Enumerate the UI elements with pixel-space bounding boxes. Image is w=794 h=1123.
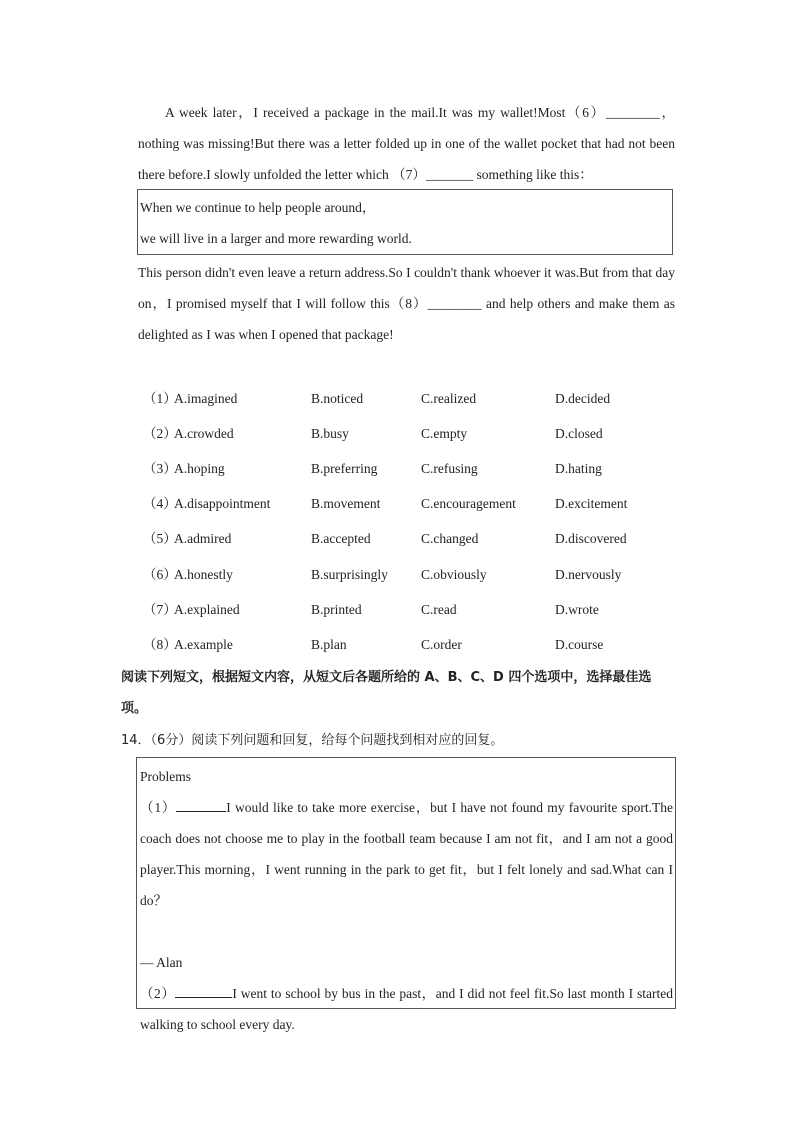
option-b: B.movement [311, 496, 381, 511]
answer-blank[interactable] [176, 799, 226, 812]
problem-1-signature: — Alan [140, 955, 183, 970]
option-d: D.closed [555, 426, 603, 441]
option-d: D.excitement [555, 496, 628, 511]
option-c: C.refusing [421, 461, 478, 476]
option-c: C.order [421, 637, 462, 652]
option-d: D.discovered [555, 531, 627, 546]
passage-paragraph [138, 97, 675, 190]
section-instruction: 阅读下列短文，根据短文内容，从短文后各题所给的 A、B、C、D 四个选项中，选择最佳选项。 [121, 670, 652, 716]
option-number: （7） [143, 602, 177, 617]
option-b: B.noticed [311, 391, 364, 406]
option-number: （4） [143, 496, 177, 511]
problem-1-text: I would like to take more exercise，but I have not found my favourite sport.The coach does not choose me to play in the football team because I am not fit，and I am not a good player.This morning，I went running in the park to get fit，but I felt lonely and sad.What can I do？ [140, 800, 674, 908]
option-c: C.empty [421, 426, 468, 441]
option-b: B.busy [311, 426, 349, 441]
spacer [140, 916, 673, 947]
option-number: （6） [143, 567, 177, 582]
option-b: B.surprisingly [311, 567, 388, 582]
passage-after-text: This person didn't even leave a return address.So I couldn't thank whoever it was.But from that day on，I promised myself that I will follow this（8）________ and help others and make them as delighted as I was when I opened that package! [138, 265, 675, 342]
problem-2 [140, 978, 673, 1040]
option-d: D.course [555, 637, 604, 652]
option-d: D.nervously [555, 567, 622, 582]
option-b: B.plan [311, 637, 347, 652]
passage-paragraph-after [138, 257, 675, 350]
option-b: B.preferring [311, 461, 378, 476]
option-d: D.hating [555, 461, 602, 476]
option-a: A.explained [174, 602, 240, 617]
option-b: B.printed [311, 602, 362, 617]
problem-2-text: I went to school by bus in the past，and I did not feel fit.So last month I started walking to school every day. [140, 986, 674, 1032]
letter-line: we will live in a larger and more rewarding world. [140, 231, 412, 246]
option-a: A.hoping [174, 461, 225, 476]
option-c: C.realized [421, 391, 477, 406]
problem-1 [140, 792, 673, 916]
option-number: （1） [143, 391, 177, 406]
problems-heading: Problems [140, 769, 192, 784]
option-a: A.imagined [174, 391, 238, 406]
letter-line: When we continue to help people around， [140, 200, 376, 215]
problem-2-number: （2） [140, 986, 176, 1001]
option-a: A.example [174, 637, 233, 652]
letter-box [137, 189, 673, 255]
option-b: B.accepted [311, 531, 371, 546]
passage-text: A week later，I received a package in the mail.It was my wallet!Most（6）________，nothing was missing!But there was a letter folded up in one of the wallet pocket that had not been there before.I slowly unfolded the letter which （7）_______ something like this： [138, 105, 675, 182]
option-d: D.decided [555, 391, 611, 406]
question-14-title: 14．（6分）阅读下列问题和回复，给每个问题找到相对应的回复。 [121, 733, 504, 748]
problem-1-number: （1） [140, 800, 177, 815]
option-number: （5） [143, 531, 177, 546]
option-number: （8） [143, 637, 177, 652]
option-a: A.honestly [174, 567, 233, 582]
option-a: A.admired [174, 531, 232, 546]
option-number: （2） [143, 426, 177, 441]
option-a: A.disappointment [174, 496, 271, 511]
option-c: C.read [421, 602, 457, 617]
option-a: A.crowded [174, 426, 234, 441]
option-c: C.changed [421, 531, 479, 546]
option-c: C.encouragement [421, 496, 516, 511]
option-c: C.obviously [421, 567, 487, 582]
answer-blank[interactable] [175, 985, 232, 998]
option-number: （3） [143, 461, 177, 476]
problems-box [136, 757, 676, 1032]
option-d: D.wrote [555, 602, 599, 617]
